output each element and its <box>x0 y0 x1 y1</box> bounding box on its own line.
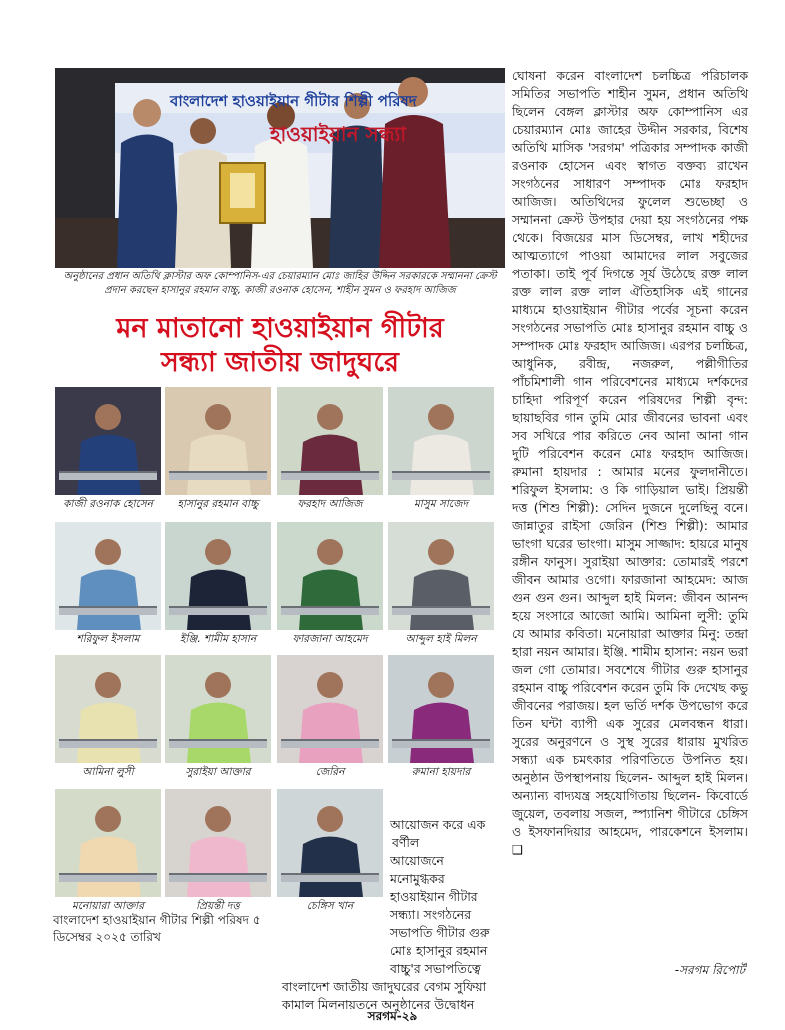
end-mark: ❑ <box>512 842 524 857</box>
bottom-middle-line: বর্ণীল <box>392 835 420 850</box>
performer-caption: মাসুম সাজেদ <box>413 498 469 510</box>
performer-photo <box>388 387 494 495</box>
performer-caption: কাজী রওনাক হোসেন <box>63 498 153 510</box>
performer-photo <box>55 387 161 495</box>
bottom-middle-line: মনোমুগ্ধকর <box>390 871 445 886</box>
bottom-middle-line: বাচ্চু'র সভাপতিত্বে <box>390 961 481 976</box>
page-number: সরগম-২৯ <box>367 1009 418 1023</box>
performer-caption: ইঞ্জি. শামীম হাসান <box>179 633 257 645</box>
performer-caption: প্রিয়ন্তী দত্ত <box>196 900 240 912</box>
performer-photo <box>165 655 271 763</box>
performer-caption: জেরিন <box>315 766 345 778</box>
performer-photo <box>388 655 494 763</box>
performer-caption: ফারজানা আহমেদ <box>292 633 368 645</box>
performer-photo <box>388 522 494 630</box>
headline-line-1: মন মাতানো হাওয়াইয়ান গীটার <box>116 313 444 344</box>
headline <box>55 312 505 380</box>
banner-subtitle: হাওয়াইয়ান সন্ধ্যা <box>270 122 407 146</box>
performer-caption: আব্দুল হাই মিলন <box>405 633 477 645</box>
bottom-middle-line: বাংলাদেশ জাতীয় জাদুঘরের বেগম সুফিয়া <box>282 979 487 994</box>
bottom-middle-line: কামাল মিলনায়তনে অনুষ্ঠানের উদ্বোধন <box>282 997 475 1012</box>
performer-caption: ফরহাদ আজিজ <box>297 498 363 510</box>
banner-text: বাংলাদেশ হাওয়াইয়ান গীটার শিল্পী পরিষদ <box>170 92 417 110</box>
bottom-middle-line: মোঃ হাসানুর রহমান <box>390 943 488 958</box>
bottom-middle-line: সন্ধ্যা। সংগঠনের <box>390 907 472 922</box>
bottom-middle-text <box>282 816 489 1014</box>
bottom-middle-line: সভাপতি গীটার গুরু <box>390 925 490 940</box>
bottom-middle-line: হাওয়াইয়ান গীটার <box>390 889 478 904</box>
performer-caption: মনোয়ারা আক্তার <box>71 900 145 912</box>
performer-caption: সুরাইয়া আক্তার <box>185 766 251 778</box>
performer-photo <box>165 789 271 897</box>
performer-caption: শরিফুল ইসলাম <box>76 633 140 645</box>
main-photo <box>55 68 505 268</box>
article-body: ঘোষনা করেন বাংলাদেশ চলচ্চিত্র পরিচালক সমিতির সভাপতি শাহীন সুমন, প্রধান অতিথি ছিলেন বেঙ্গল ক্লাস্টার অফ কোম্পানিস এর চেয়ারম্যান মোঃ জাহের উদ্দীন সরকার, বিশেষ অতিথি মাসিক 'সরগম' পত্রিকার সম্পাদক কাজী রওনাক হোসেন এবং স্বাগত বক্তব্য রাখেন সংগঠনের সাধারণ সম্পাদক মোঃ ফরহাদ আজিজ। অতিথিদের ফুলেল শুভেচ্ছা ও সম্মাননা ক্রেস্ট উপহার দেয়া হয় সংগঠনের পক্ষ থেকে। বিজয়ের মাস ডিসেম্বর, লাখ শহীদের আত্মত্যাগে পাওয়া আমাদের লাল সবুজের পতাকা। তাই পূর্ব দিগন্তে সূর্য উঠেছে রক্ত লাল রক্ত লাল রক্ত লাল ঐতিহাসিক এই গানের মাধ্যমে হাওয়াইয়ান গীটার পর্বের সূচনা করেন সংগঠনের সভাপতি মোঃ হাসানুর রহমান বাচ্চু ও সম্পাদক মোঃ ফরহাদ আজিজ। এরপর চলচ্চিত্র, আধুনিক, রবীন্দ্র, নজরুল, পল্লীগীতির পাঁচমিশালী গান পরিবেশনের মাধ্যমে দর্শকদের চাহিদা পরিপূর্ণ করেন পরিষদের শিল্পী বৃন্দ: ছায়াছবির গান তুমি মোর জীবনের ভাবনা এবং সব সখিরে পার করিতে নেব আনা আনা গান দুটি পরিবেশন করেন মোঃ ফরহাদ আজিজ। রুমানা হায়দার : আমার মনের ফুলদানীতে। শরিফুল ইসলাম: ও কি গাড়িয়াল ভাই। প্রিয়ন্তী দত্ত (শিশু শিল্পী): সেদিন দুজনে দুলেছিনু বনে। জান্নাতুর রাইসা জেরিন (শিশু শিল্পী): আমার ভাংগা ঘরের ভাংগা। মাসুম সাজ্জাদ: হায়রে মানুষ রঙ্গীন ফানুস। সুরাইয়া আক্তার: তোমারই পরশে জীবন আমার ওগো। ফারজানা আহমেদ: আজ গুন গুন গুন। আব্দুল হাই মিলন: জীবন আনন্দ হয়ে সংসারে আজো আমি। আমিনা লুসী: তুমি যে আমার কবিতা। মনোয়ারা আক্তার মিনু: তন্দ্রা হারা নয়ন আমার। ইঞ্জি. শামীম হাসান: নয়ন ভরা জল গো তোমার। সবশেষে গীটার গুরু হাসানুর রহমান বাচ্চু পরিবেশন করেন তুমি কি দেখেছ কভু জীবনের পরাজয়। হল ভর্তি দর্শক উপভোগ করে তিন ঘন্টা ব্যাপী এক সুরের মেলবন্ধন ধারা। সুরের অনুরণনে ও সুস্থ সুরের ধারায় মুখরিত সন্ধ্যা এক চমৎকার পরিণতিতে উপনিত হয়। অনুষ্ঠান উপস্থাপনায় ছিলেন- আব্দুল হাই মিলন। অন্যান্য বাদ্যযন্ত্র সহযোগিতায় ছিলেন- কিবোর্ডে জুয়েল, তবলায় সজল, স্প্যানিশ গীটারে চেঙ্গিস ও ইসফানদিয়ার আহমেদ, পারকেশনে ইসলাম। <box>512 68 748 839</box>
performer-photo <box>277 522 383 630</box>
performer-caption: চেঙ্গিস খান <box>306 900 354 912</box>
performer-photo <box>165 522 271 630</box>
performer-photo <box>55 789 161 897</box>
performer-photo <box>277 655 383 763</box>
performer-caption: হাসানুর রহমান বাচ্চু <box>177 498 259 510</box>
report-signature: -সরগম রিপোর্ট <box>674 963 745 977</box>
performer-caption: আমিনা লুসী <box>82 766 134 778</box>
performer-caption: রুমানা হায়দার <box>411 766 471 778</box>
main-photo-caption: অনুষ্ঠানের প্রধান অতিথি ক্লাস্টার অফ কোম্পানিস-এর চেয়ারম্যান মোঃ জাহির উদ্দিন সরকারকে সম্মাননা ক্রেস্ট প্রদান করছেন হাসানুর রহমান বাচ্চু, কাজী রওনাক হোসেন, শাহীন সুমন ও ফরহাদ আজিজ <box>63 271 497 296</box>
performer-photo <box>277 387 383 495</box>
bottom-middle-line: আয়োজনে <box>390 853 444 868</box>
performer-photo <box>55 522 161 630</box>
headline-line-2: সন্ধ্যা জাতীয় জাদুঘরে <box>160 347 400 378</box>
article-column <box>512 67 748 859</box>
performer-photo <box>55 655 161 763</box>
bottom-middle-line: আয়োজন করে এক <box>390 817 486 832</box>
performer-photo <box>165 387 271 495</box>
bottom-left-text: বাংলাদেশ হাওয়াইয়ান গীটার শিল্পী পরিষদ ৫ ডিসেম্বর ২০২৫ তারিখ <box>53 913 261 944</box>
